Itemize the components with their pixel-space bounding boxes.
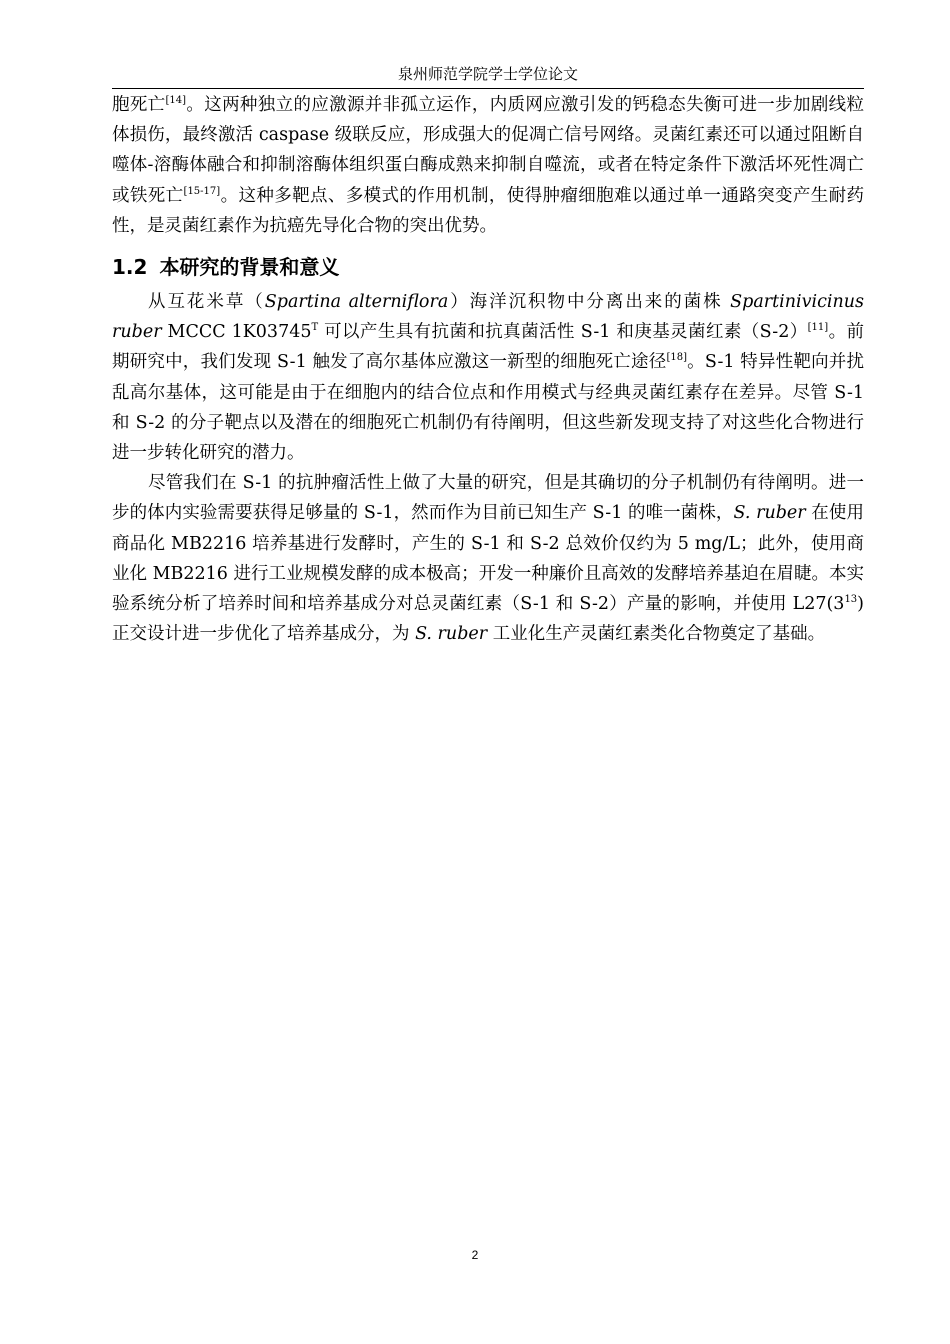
paragraph-1 <box>112 90 864 241</box>
text: 。这种多靶点、多模式的作用机制，使得肿瘤细胞难以通过单一通路突变产生耐药性，是灵菌红素作为抗癌先导化合物的突出优势。 <box>112 185 865 236</box>
text: 胞死亡 <box>112 95 166 115</box>
section-title: 本研究的背景和意义 <box>159 255 340 280</box>
section-heading <box>112 249 864 285</box>
paragraph-2 <box>112 287 864 468</box>
citation: [14] <box>165 95 187 107</box>
section-number: 1.2 <box>112 255 148 280</box>
text: 。S-1 特异性靶向并扰乱高尔基体，这可能是由于在细胞内的结合位点和作用模式与经典灵菌红素存在差异。尽管 S-1 和 S-2 的分子靶点以及潜在的细胞死亡机制仍有待阐明，但这些新发现支持了对这些化合物进行进一步转化研究的潜力。 <box>112 352 864 464</box>
page-number: 2 <box>471 1248 479 1262</box>
text: MCCC 1K03745 <box>161 322 312 343</box>
citation: [11] <box>807 322 829 334</box>
species-name: Spartina alterniflora <box>264 292 449 313</box>
text: 在使用商品化 MB2216 培养基进行发酵时，产生的 S-1 和 S-2 总效价仅约为 5 mg/L；此外，使用商业化 MB2216 进行工业规模发酵的成本极高；开发一种廉价且高效的发酵培养基迫在眉睫。本实验系统分析了培养时间和培养基成分对总灵菌红素（S-1 和 S-2）产量的影响，并使用 L27(3 <box>112 503 864 615</box>
text: ）海洋沉积物中分离出来的菌株 <box>448 292 731 313</box>
citation: [18] <box>666 352 687 364</box>
exponent: 13 <box>844 594 858 606</box>
citation: [15-17] <box>183 185 221 197</box>
text: 可以产生具有抗菌和抗真菌活性 S-1 和庚基灵菌红素（S-2） <box>318 322 808 343</box>
type-strain-mark: T <box>311 322 319 334</box>
text: 。前期研究中，我们发现 S-1 触发了高尔基体应激这一新型的细胞死亡途径 <box>112 322 864 373</box>
page-body <box>112 90 864 649</box>
strain-name: Spartinivicinus ruber <box>112 292 865 343</box>
paragraph-3 <box>112 468 864 649</box>
strain-name: S. ruber <box>415 624 488 645</box>
page-header <box>112 64 864 89</box>
header-title: 泉州师范学院学士学位论文 <box>397 65 578 83</box>
text: 从互花米草（ <box>148 292 265 313</box>
text: 工业化生产灵菌红素类化合物奠定了基础。 <box>487 624 826 645</box>
text: )正交设计进一步优化了培养基成分，为 <box>112 594 864 645</box>
text: 。这两种独立的应激源并非孤立运作，内质网应激引发的钙稳态失衡可进一步加剧线粒体损伤，最终激活 caspase 级联反应，形成强大的促凋亡信号网络。灵菌红素还可以通过阻断自噬体-溶酶体融合和抑制溶酶体组织蛋白酶成熟来抑制自噬流，或者在特定条件下激活坏死性凋亡或铁死亡 <box>112 95 865 206</box>
text: 尽管我们在 S-1 的抗肿瘤活性上做了大量的研究，但是其确切的分子机制仍有待阐明。进一步的体内实验需要获得足够量的 S-1，然而作为目前已知生产 S-1 的唯一菌株， <box>112 473 864 524</box>
strain-name: S. ruber <box>733 503 806 524</box>
